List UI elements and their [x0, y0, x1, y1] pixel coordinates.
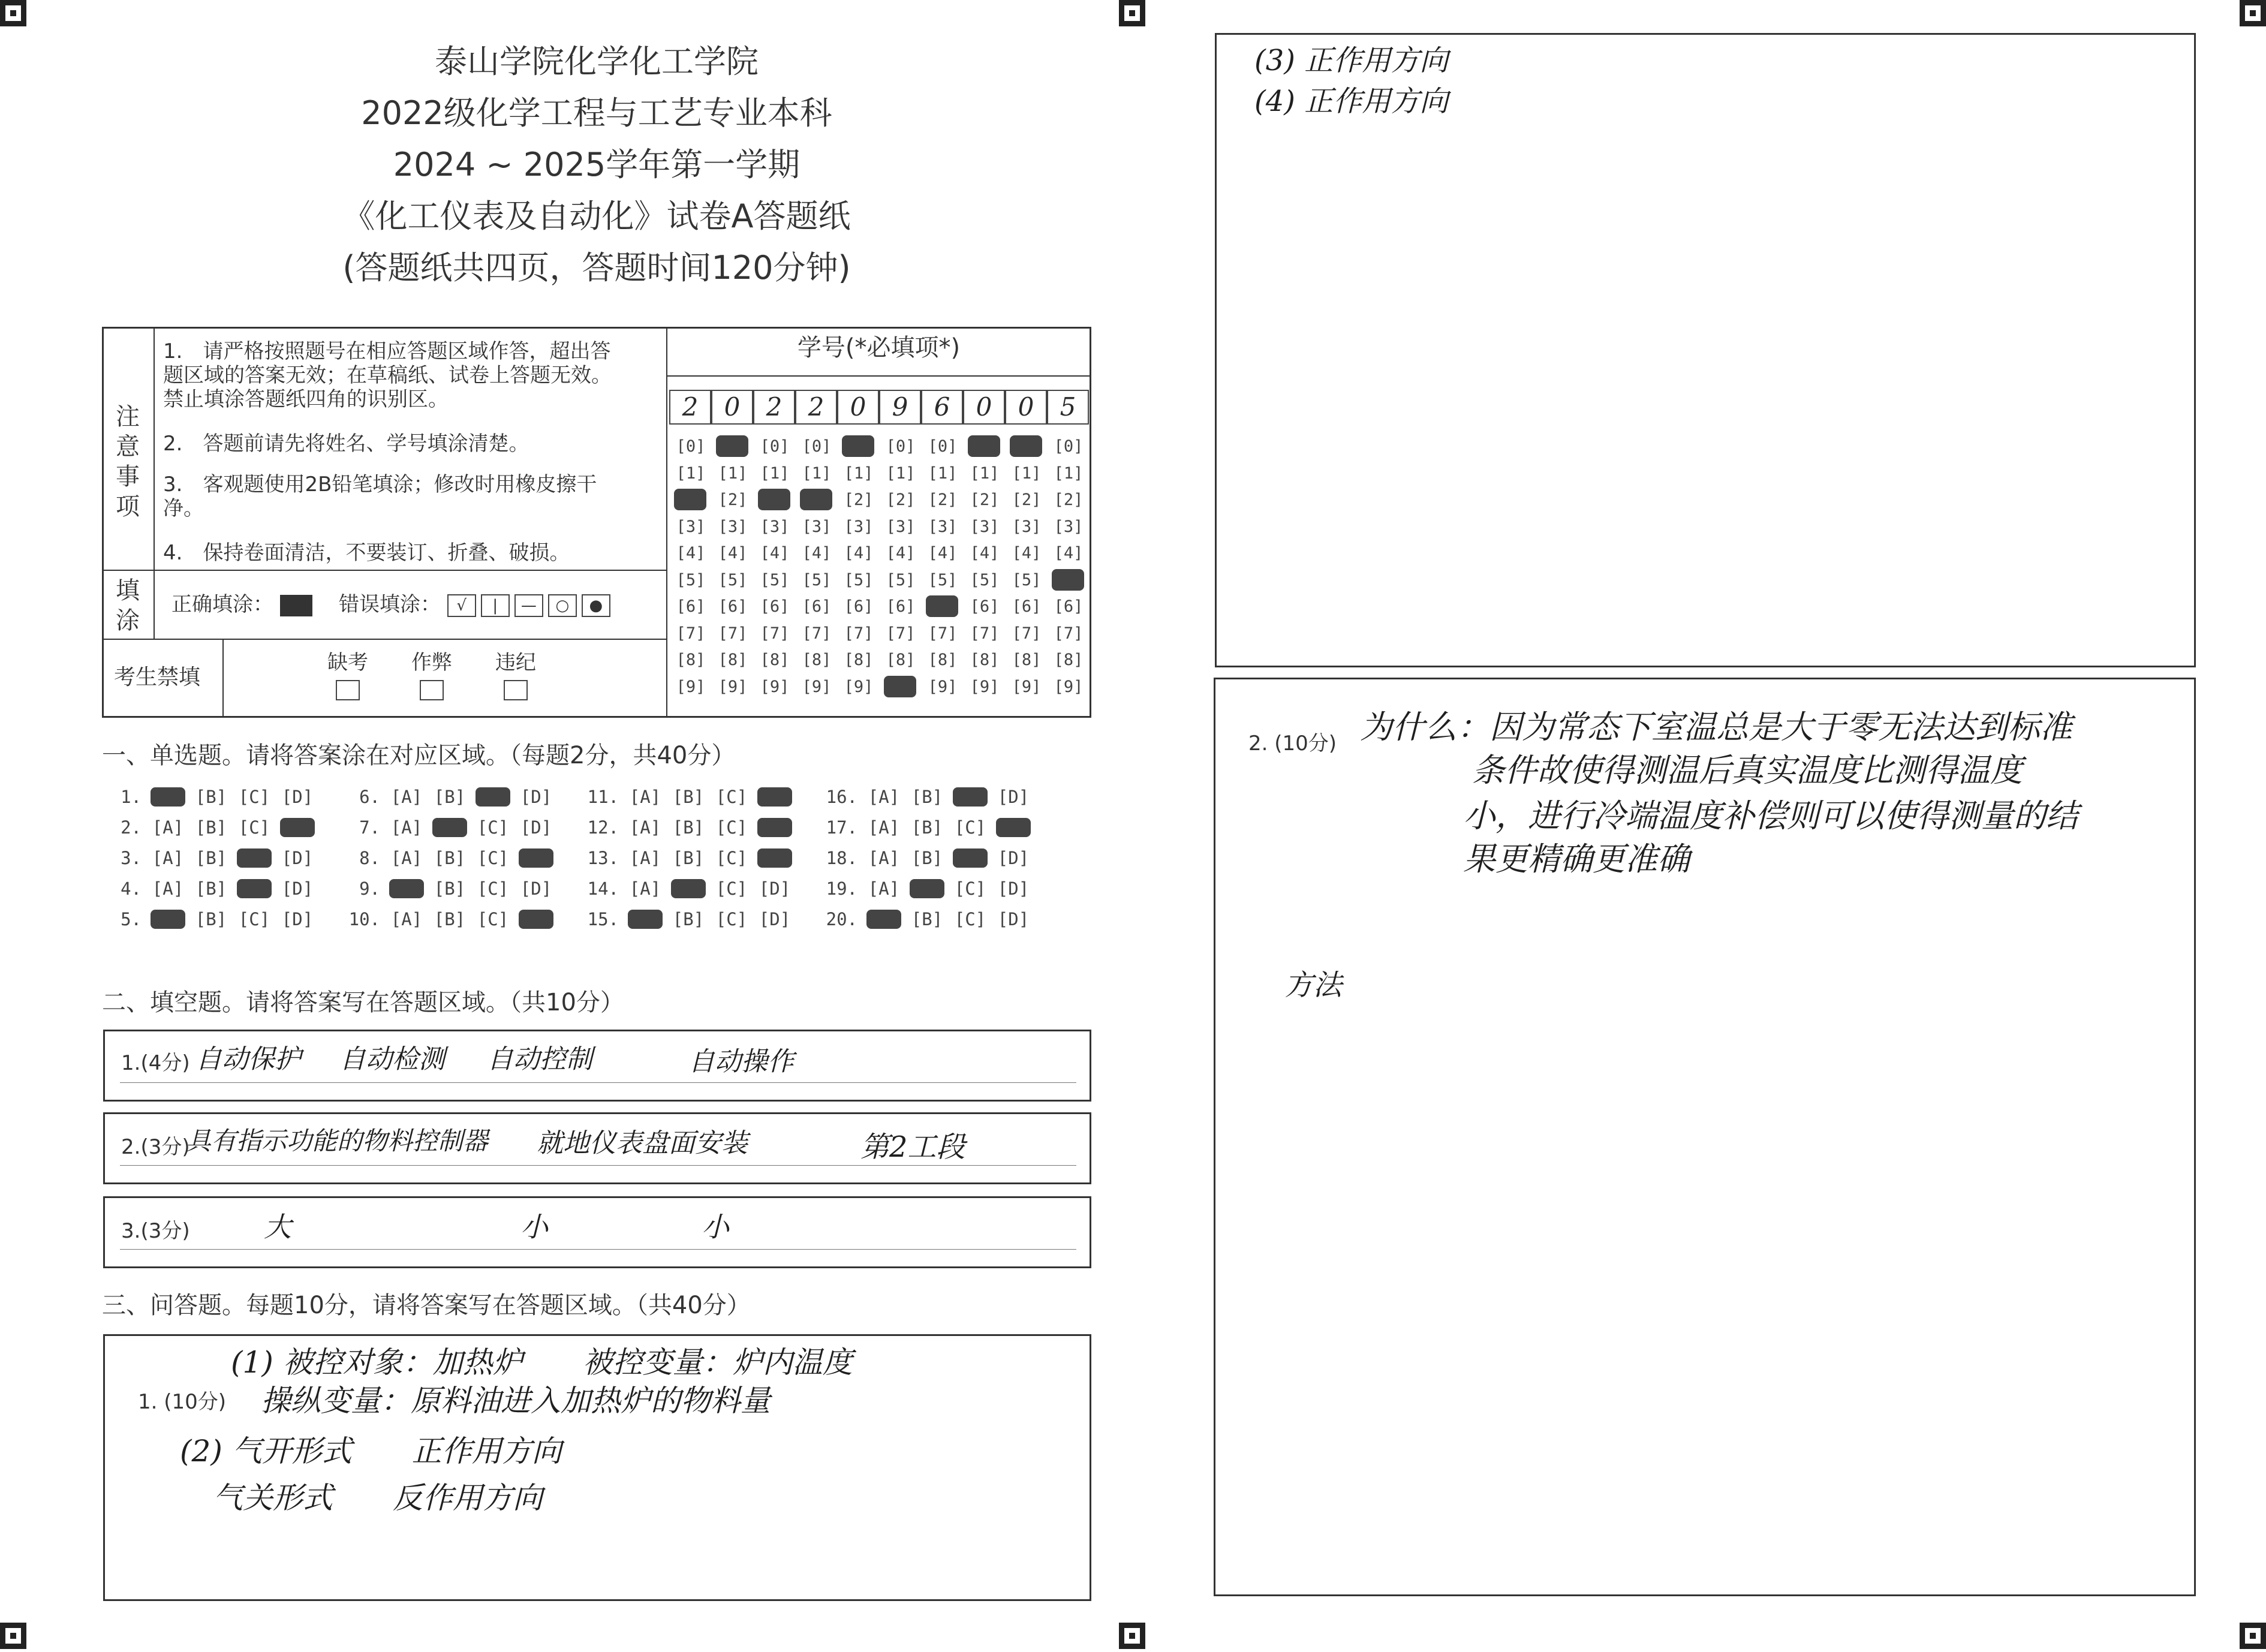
student-id-bubble: [4] — [928, 544, 958, 562]
essay-q1-line-3: (2) 气开形式 正作用方向 — [180, 1434, 562, 1469]
student-id-bubble — [800, 489, 832, 510]
forbidden-cheat-checkbox — [420, 680, 444, 700]
mcq-option-c: [C] — [238, 787, 270, 807]
mcq-question-row — [108, 787, 319, 807]
mcq-question-number: 1. — [121, 787, 142, 807]
notes-label: 注 意 事 项 — [116, 403, 140, 520]
student-id-bubble: [3] — [844, 517, 874, 536]
student-id-bubble: [0] — [928, 437, 958, 456]
student-id-bubble: [9] — [1054, 677, 1084, 696]
essay-q1-continued-line-2: (4) 正作用方向 — [1254, 85, 1449, 118]
check-mark-icon: √ — [447, 594, 476, 617]
student-id-bubble: [1] — [928, 464, 958, 483]
mcq-question-row — [585, 878, 796, 899]
corner-mark-top-right — [2240, 0, 2266, 26]
mcq-option-d: [D] — [281, 787, 314, 807]
dot-mark-icon: ● — [582, 594, 610, 617]
mcq-question-row — [108, 817, 319, 838]
mcq-option-c: [C] — [715, 909, 748, 929]
mcq-question-number: 18. — [826, 848, 857, 868]
student-id-bubble: [2] — [886, 491, 916, 509]
mcq-option-a: [A] — [868, 878, 900, 899]
mcq-option-d — [280, 818, 315, 837]
student-id-bubble: [2] — [718, 491, 748, 509]
mcq-option-d — [757, 848, 792, 868]
mcq-question-row — [347, 787, 558, 807]
student-id-bubble: [3] — [760, 517, 790, 536]
student-id-bubble: [6] — [844, 597, 874, 616]
mcq-question-row — [108, 909, 319, 929]
student-id-bubble: [4] — [802, 544, 832, 562]
mcq-question-row — [824, 878, 1035, 899]
student-id-bubble: [7] — [1054, 624, 1084, 643]
mcq-option-a: [A] — [629, 848, 661, 868]
student-id-bubble: [8] — [802, 651, 832, 669]
mcq-option-d — [757, 787, 792, 807]
mcq-option-c: [C] — [238, 909, 270, 929]
header-exam-note: (答题纸共四页，答题时间120分钟) — [342, 249, 851, 287]
mcq-option-b: [B] — [911, 817, 943, 838]
bar-mark-icon: | — [481, 594, 510, 617]
mcq-option-b: [B] — [672, 909, 705, 929]
mcq-option-c: [C] — [715, 817, 748, 838]
student-id-bubble: [8] — [928, 651, 958, 669]
student-id-bubble: [8] — [844, 651, 874, 669]
mcq-option-a: [A] — [390, 817, 423, 838]
mcq-option-a: [A] — [390, 787, 423, 807]
mcq-question-number: 14. — [587, 878, 619, 899]
fill-correct-label: 正确填涂： — [171, 592, 273, 616]
mcq-option-b: [B] — [195, 909, 227, 929]
student-id-bubble: [3] — [928, 517, 958, 536]
corner-mark-bottom-left — [0, 1623, 26, 1649]
mcq-option-d: [D] — [281, 909, 314, 929]
student-id-bubble: [7] — [886, 624, 916, 643]
mcq-option-c: [C] — [477, 878, 509, 899]
mcq-question-number: 11. — [587, 787, 619, 807]
mcq-question-row — [824, 817, 1035, 838]
student-id-digit: 6 — [921, 390, 963, 425]
student-id-bubble — [716, 435, 748, 457]
student-id-bubble: [5] — [1012, 570, 1042, 589]
student-id-digit: 9 — [879, 390, 921, 425]
student-id-bubble — [674, 489, 706, 510]
mcq-question-row — [347, 878, 558, 899]
mcq-option-d: [D] — [520, 787, 552, 807]
student-id-bubble: [9] — [844, 677, 874, 696]
mcq-question-row — [824, 848, 1035, 868]
mcq-option-d: [D] — [997, 787, 1030, 807]
student-id-bubble: [1] — [844, 464, 874, 483]
fill-q1-answer-3: 自动控制 — [487, 1044, 592, 1075]
mcq-option-c — [953, 787, 988, 807]
student-id-bubble: [9] — [1012, 677, 1042, 696]
student-id-bubble: [7] — [844, 624, 874, 643]
mcq-question-number: 16. — [826, 787, 857, 807]
mcq-question-row — [347, 817, 558, 838]
student-id-bubble: [4] — [676, 544, 706, 562]
student-id-bubble: [6] — [1054, 597, 1084, 616]
mcq-option-c: [C] — [477, 909, 509, 929]
fill-wrong-row — [339, 592, 615, 617]
student-id-digit: 2 — [753, 390, 795, 425]
student-id-bubble: [0] — [802, 437, 832, 456]
mcq-question-row — [585, 787, 796, 807]
student-id-bubble: [9] — [928, 677, 958, 696]
mcq-option-a: [A] — [629, 878, 661, 899]
student-id-digit: 0 — [963, 390, 1005, 425]
mcq-question-row — [585, 817, 796, 838]
mcq-question-row — [824, 787, 1035, 807]
student-id-bubble: [1] — [886, 464, 916, 483]
essay-q2-method: 方法 — [1284, 968, 1343, 1002]
student-id-bubble: [8] — [1012, 651, 1042, 669]
student-id-bubble: [8] — [718, 651, 748, 669]
student-id-bubble — [758, 489, 790, 510]
mcq-option-d: [D] — [997, 848, 1030, 868]
mcq-option-b — [432, 818, 467, 837]
student-id-digit: 2 — [669, 390, 711, 425]
header-exam-title: 《化工仪表及自动化》试卷A答题纸 — [342, 197, 851, 235]
essay-q2-line-3: 小，进行冷端温度补偿则可以使得测量的结 — [1463, 797, 2078, 835]
student-id-bubble: [9] — [676, 677, 706, 696]
student-id-bubble: [3] — [886, 517, 916, 536]
student-id-bubble: [7] — [802, 624, 832, 643]
forbidden-violation — [492, 651, 540, 700]
mcq-question-number: 2. — [121, 817, 142, 838]
student-id-digit: 0 — [1005, 390, 1047, 425]
student-id-bubble: [0] — [760, 437, 790, 456]
mcq-option-c: [C] — [477, 817, 509, 838]
section2-title: 二、填空题。请将答案写在答题区域。（共10分） — [102, 989, 624, 1016]
student-id-bubble: [7] — [928, 624, 958, 643]
forbidden-absent-label: 缺考 — [327, 651, 368, 675]
student-id-bubble: [1] — [802, 464, 832, 483]
essay-q1-label: 1. (10分) — [138, 1390, 227, 1414]
student-id-bubble: [2] — [970, 491, 1000, 509]
mcq-option-b: [B] — [195, 848, 227, 868]
student-id-bubble: [5] — [676, 570, 706, 589]
student-id-bubble: [6] — [718, 597, 748, 616]
circle-mark-icon: ○ — [548, 594, 577, 617]
forbidden-absent — [324, 651, 372, 700]
mcq-option-b: [B] — [672, 817, 705, 838]
essay-q2-line-4: 果更精确更准确 — [1463, 840, 1690, 878]
student-id-bubble: [4] — [844, 544, 874, 562]
student-id-bubble: [1] — [970, 464, 1000, 483]
student-id-bubble — [926, 595, 958, 617]
student-id-bubble: [1] — [760, 464, 790, 483]
mcq-question-row — [108, 878, 319, 899]
fill-q3-answer-1: 大 — [264, 1211, 291, 1243]
forbidden-label: 考生禁填 — [114, 665, 201, 690]
student-id-bubble: [4] — [970, 544, 1000, 562]
mcq-option-a — [151, 787, 185, 807]
mcq-question-number: 8. — [359, 848, 380, 868]
mcq-option-a: [A] — [629, 787, 661, 807]
mcq-question-number: 6. — [359, 787, 380, 807]
corner-mark-bottom-center — [1119, 1623, 1145, 1649]
mcq-question-row — [347, 909, 558, 929]
mcq-option-c: [C] — [954, 909, 986, 929]
essay-q1-line-2: 操纵变量：原料油进入加热炉的物料量 — [261, 1383, 771, 1418]
mcq-option-a — [628, 910, 663, 929]
fill-q2-label: 2.(3分) — [121, 1135, 190, 1159]
student-id-bubble: [5] — [970, 570, 1000, 589]
student-id-bubble — [1052, 569, 1084, 591]
student-id-bubble: [5] — [718, 570, 748, 589]
forbidden-violation-label: 违纪 — [495, 651, 536, 675]
note-3: 3. 客观题使用2B铅笔填涂；修改时用橡皮擦干净。 — [163, 473, 597, 520]
mcq-option-b: [B] — [434, 787, 466, 807]
mcq-option-c: [C] — [715, 878, 748, 899]
student-id-bubble: [1] — [1054, 464, 1084, 483]
student-id-bubble: [9] — [802, 677, 832, 696]
fill-q1-label: 1.(4分) — [121, 1051, 190, 1075]
mcq-question-number: 10. — [348, 909, 380, 929]
mcq-question-row — [585, 848, 796, 868]
correct-fill-sample-icon — [280, 595, 312, 616]
student-id-bubble: [6] — [970, 597, 1000, 616]
mcq-option-c: [C] — [715, 848, 748, 868]
student-id-bubble: [7] — [970, 624, 1000, 643]
mcq-question-row — [824, 909, 1035, 929]
mcq-option-b: [B] — [195, 878, 227, 899]
fill-q3-answer-2: 小 — [520, 1211, 548, 1243]
mcq-option-b: [B] — [434, 848, 466, 868]
mcq-option-d — [996, 818, 1031, 837]
student-id-bubble: [1] — [676, 464, 706, 483]
mcq-option-b: [B] — [911, 909, 943, 929]
forbidden-cheat — [408, 651, 456, 700]
mcq-option-a: [A] — [390, 909, 423, 929]
mcq-option-c — [476, 787, 510, 807]
header-term: 2024 ~ 2025学年第一学期 — [393, 146, 801, 183]
student-id-bubble: [6] — [1012, 597, 1042, 616]
fill-q1-answer-1: 自动保护 — [195, 1044, 301, 1075]
mcq-option-a: [A] — [868, 787, 900, 807]
mcq-option-a: [A] — [152, 848, 184, 868]
student-id-bubble: [5] — [886, 570, 916, 589]
fill-q3-answer-3: 小 — [702, 1211, 729, 1243]
student-id-bubble: [3] — [1054, 517, 1084, 536]
student-id-bubble: [4] — [886, 544, 916, 562]
mcq-option-d: [D] — [520, 878, 552, 899]
student-id-bubble: [9] — [760, 677, 790, 696]
fill-q2-answer-1: 具有指示功能的物料控制器 — [186, 1126, 489, 1156]
student-id-digit: 5 — [1047, 390, 1089, 425]
mcq-question-number: 4. — [121, 878, 142, 899]
student-id-bubble: [7] — [1012, 624, 1042, 643]
mcq-option-d: [D] — [997, 878, 1030, 899]
section1-title: 一、单选题。请将答案涂在对应区域。（每题2分，共40分） — [102, 742, 736, 769]
mcq-option-b: [B] — [434, 909, 466, 929]
essay-q1-line-4: 气关形式 反作用方向 — [213, 1481, 543, 1515]
corner-mark-bottom-right — [2240, 1623, 2266, 1649]
mcq-question-row — [585, 909, 796, 929]
mcq-option-b: [B] — [672, 848, 705, 868]
mcq-question-number: 5. — [121, 909, 142, 929]
mcq-option-d: [D] — [759, 909, 791, 929]
note-4: 4. 保持卷面清洁，不要装订、折叠、破损。 — [163, 541, 570, 565]
mcq-option-a: [A] — [868, 817, 900, 838]
mcq-option-a — [151, 910, 185, 929]
mcq-option-d: [D] — [520, 817, 552, 838]
mcq-option-d — [757, 818, 792, 837]
mcq-option-c — [953, 848, 988, 868]
section3-title: 三、问答题。每题10分，请将答案写在答题区域。（共40分） — [102, 1292, 751, 1319]
fill-label: 填 涂 — [116, 577, 140, 634]
student-id-bubble — [968, 435, 1000, 457]
mcq-question-number: 7. — [359, 817, 380, 838]
mcq-option-b: [B] — [195, 817, 227, 838]
student-id-bubble: [0] — [676, 437, 706, 456]
mcq-question-row — [108, 848, 319, 868]
fill-correct-row — [171, 592, 312, 616]
mcq-option-d: [D] — [281, 848, 314, 868]
mcq-option-b: [B] — [195, 787, 227, 807]
mcq-question-number: 13. — [587, 848, 619, 868]
note-1: 1. 请严格按照题号在相应答题区域作答，超出答题区域的答案无效；在草稿纸、试卷上答题无效。禁止填涂答题纸四角的识别区。 — [163, 339, 612, 411]
student-id-bubble: [5] — [760, 570, 790, 589]
mcq-option-c — [237, 879, 272, 898]
mcq-option-a: [A] — [152, 878, 184, 899]
mcq-option-b: [B] — [434, 878, 466, 899]
mcq-option-c: [C] — [477, 848, 509, 868]
student-id-bubble: [4] — [760, 544, 790, 562]
student-id-bubble: [4] — [718, 544, 748, 562]
mcq-option-c — [237, 848, 272, 868]
mcq-option-a — [389, 879, 424, 898]
mcq-option-a: [A] — [629, 817, 661, 838]
student-id-digit: 0 — [837, 390, 879, 425]
mcq-question-number: 15. — [587, 909, 619, 929]
mcq-option-b: [B] — [911, 848, 943, 868]
student-id-bubble: [2] — [928, 491, 958, 509]
student-id-bubble: [3] — [676, 517, 706, 536]
mcq-option-a — [866, 910, 901, 929]
student-id-label: 学号(*必填项*) — [797, 334, 961, 362]
student-id-digit: 0 — [711, 390, 753, 425]
mcq-option-b: [B] — [911, 787, 943, 807]
mcq-option-a: [A] — [152, 817, 184, 838]
student-id-bubble: [7] — [760, 624, 790, 643]
mcq-question-number: 12. — [587, 817, 619, 838]
mcq-option-d: [D] — [281, 878, 314, 899]
corner-mark-top-center — [1119, 0, 1145, 26]
essay-q2-line-2: 条件故使得测温后真实温度比测得温度 — [1472, 751, 2023, 789]
student-id-bubble: [3] — [970, 517, 1000, 536]
student-id-bubble: [6] — [802, 597, 832, 616]
student-id-bubble: [9] — [970, 677, 1000, 696]
student-id-bubble: [5] — [802, 570, 832, 589]
fill-q3-label: 3.(3分) — [121, 1219, 190, 1243]
student-id-bubble: [6] — [886, 597, 916, 616]
student-id-bubble: [7] — [718, 624, 748, 643]
student-id-bubble — [1010, 435, 1042, 457]
student-id-bubble: [5] — [928, 570, 958, 589]
header-major: 2022级化学工程与工艺专业本科 — [361, 94, 832, 132]
corner-mark-top-left — [0, 0, 26, 26]
student-id-digit: 2 — [795, 390, 837, 425]
essay-q1-continued-line-1: (3) 正作用方向 — [1254, 44, 1449, 77]
student-id-bubble — [842, 435, 874, 457]
student-id-bubble: [9] — [718, 677, 748, 696]
mcq-option-d — [519, 910, 553, 929]
mcq-option-a: [A] — [868, 848, 900, 868]
essay-q1-line-1: (1) 被控对象：加热炉 被控变量：炉内温度 — [231, 1345, 853, 1380]
forbidden-cheat-label: 作弊 — [411, 651, 452, 675]
student-id-bubble: [2] — [1012, 491, 1042, 509]
mcq-question-number: 17. — [826, 817, 857, 838]
student-id-bubble: [3] — [1012, 517, 1042, 536]
dash-mark-icon: — — [514, 594, 543, 617]
mcq-option-c: [C] — [954, 817, 986, 838]
student-id-bubble: [4] — [1054, 544, 1084, 562]
student-id-bubble — [884, 676, 916, 697]
student-id-bubble: [8] — [970, 651, 1000, 669]
mcq-question-number: 9. — [359, 878, 380, 899]
student-id-bubble: [8] — [676, 651, 706, 669]
mcq-question-row — [347, 848, 558, 868]
essay-q2-line-1: 为什么：因为常态下室温总是大于零无法达到标准 — [1360, 708, 2072, 746]
mcq-option-a: [A] — [390, 848, 423, 868]
student-id-bubble: [6] — [676, 597, 706, 616]
note-2: 2. 答题前请先将姓名、学号填涂清楚。 — [163, 432, 529, 456]
student-id-bubble: [1] — [718, 464, 748, 483]
student-id-bubble: [4] — [1012, 544, 1042, 562]
student-id-bubble: [6] — [760, 597, 790, 616]
fill-q2-answer-3: 第2工段 — [860, 1130, 965, 1164]
mcq-option-b — [910, 879, 944, 898]
student-id-bubble: [8] — [886, 651, 916, 669]
mcq-option-d — [519, 848, 553, 868]
student-id-bubble: [1] — [1012, 464, 1042, 483]
mcq-question-number: 19. — [826, 878, 857, 899]
forbidden-absent-checkbox — [336, 680, 360, 700]
student-id-bubble: [3] — [718, 517, 748, 536]
mcq-option-d: [D] — [997, 909, 1030, 929]
student-id-bubble: [5] — [844, 570, 874, 589]
mcq-option-d: [D] — [759, 878, 791, 899]
student-id-bubble: [7] — [676, 624, 706, 643]
essay-q1-continued-box — [1215, 33, 2196, 667]
student-id-bubble: [0] — [886, 437, 916, 456]
student-id-bubble: [8] — [1054, 651, 1084, 669]
fill-q2-answer-2: 就地仪表盘面安装 — [537, 1128, 748, 1158]
mcq-option-b — [671, 879, 706, 898]
header-school: 泰山学院化学化工学院 — [435, 43, 759, 80]
student-id-bubble: [0] — [1054, 437, 1084, 456]
mcq-option-c: [C] — [954, 878, 986, 899]
fill-q1-answer-4: 自动操作 — [688, 1046, 794, 1077]
forbidden-violation-checkbox — [504, 680, 528, 700]
student-id-bubble: [2] — [1054, 491, 1084, 509]
student-id-bubble: [8] — [760, 651, 790, 669]
fill-answer-box-3 — [103, 1196, 1091, 1268]
fill-q1-answer-2: 自动检测 — [339, 1044, 445, 1075]
mcq-question-number: 3. — [121, 848, 142, 868]
mcq-option-c: [C] — [238, 817, 270, 838]
student-id-bubble: [2] — [844, 491, 874, 509]
fill-wrong-label: 错误填涂： — [339, 592, 441, 616]
student-id-bubble: [3] — [802, 517, 832, 536]
essay-q2-label: 2. (10分) — [1248, 732, 1337, 756]
mcq-option-b: [B] — [672, 787, 705, 807]
mcq-option-c: [C] — [715, 787, 748, 807]
mcq-question-number: 20. — [826, 909, 857, 929]
